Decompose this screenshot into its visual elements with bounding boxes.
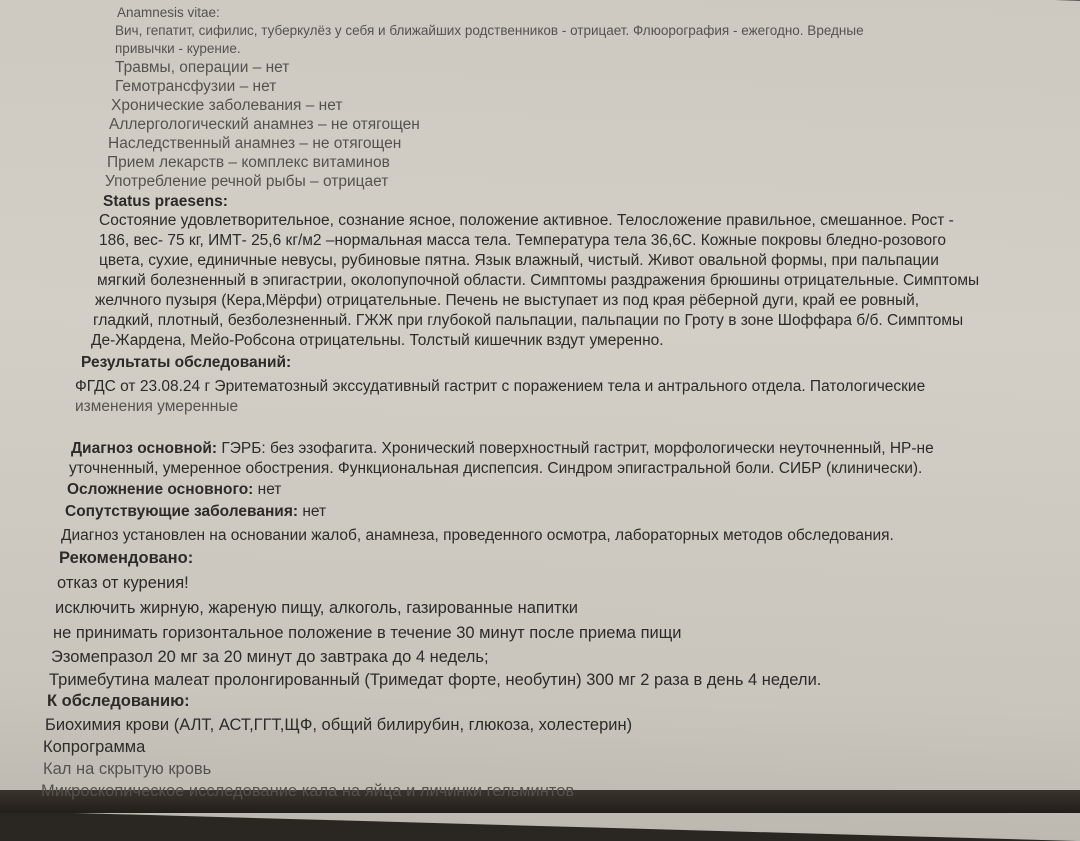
diagnosis-main xyxy=(71,440,934,458)
anamnesis-line-5: Хронические заболевания – нет xyxy=(111,97,343,114)
anamnesis-line-7: Наследственный анамнез – не отягощен xyxy=(108,135,402,152)
recommended-line-5: Тримебутина малеат пролонгированный (Тримедат форте, необутин) 300 мг 2 раза в день 4 недели. xyxy=(49,671,822,689)
complication-label: Осложнение основного: xyxy=(67,481,254,498)
examination-heading: К обследованию: xyxy=(47,692,190,710)
status-line-1: Состояние удовлетворительное, сознание ясное, положение активное. Телосложение правильное, смешанное. Рост - xyxy=(99,212,954,229)
concomitant-label: Сопутствующие заболевания: xyxy=(65,503,299,520)
status-heading: Status praesens: xyxy=(103,193,228,210)
status-line-6: гладкий, плотный, безболезненный. ГЖЖ при глубокой пальпации, пальпации по Гроту в зоне Шоффара б/б. Симптомы xyxy=(93,312,964,329)
concomitant-value: нет xyxy=(298,503,327,520)
diagnosis-basis: Диагноз установлен на основании жалоб, анамнеза, проведенного осмотра, лабораторных методов обследования. xyxy=(61,527,894,544)
results-heading: Результаты обследований: xyxy=(81,354,292,371)
results-line-2: изменения умеренные xyxy=(75,398,239,415)
complication-value: нет xyxy=(253,481,282,498)
results-line-1: ФГДС от 23.08.24 г Эритематозный экссудативный гастрит с поражением тела и антрального отдела. Патологические xyxy=(75,378,926,395)
examination-line-4: Микроскопическое исследование кала на яйца и личинки гельминтов xyxy=(41,782,575,800)
complication-row xyxy=(67,481,281,499)
recommended-heading: Рекомендовано: xyxy=(59,549,194,567)
diagnosis-main-label: Диагноз основной: xyxy=(71,440,218,457)
recommended-line-1: отказ от курения! xyxy=(57,574,189,592)
anamnesis-line-2: привычки - курение. xyxy=(115,41,241,56)
recommended-line-3: не принимать горизонтальное положение в течение 30 минут после приема пищи xyxy=(53,624,682,642)
status-line-4: мягкий болезненный в эпигастрии, околопупочной области. Симптомы раздражения брюшины отрицательные. Симптомы xyxy=(97,272,980,289)
anamnesis-line-1: Вич, гепатит, сифилис, туберкулёз у себя и ближайших родственников - отрицает. Флюорография - ежегодно. Вредные xyxy=(115,23,864,38)
status-line-2: 186, вес- 75 кг, ИМТ- 25,6 кг/м2 –нормальная масса тела. Температура тела 36,6С. Кожные покровы бледно-розового xyxy=(99,232,947,249)
recommended-line-4: Эзомепразол 20 мг за 20 минут до завтрака до 4 недель; xyxy=(51,648,489,666)
anamnesis-line-9: Употребление речной рыбы – отрицает xyxy=(105,173,389,190)
diagnosis-main-text-1: ГЭРБ: без эзофагита. Хронический поверхностный гастрит, морфологически неуточненный, НР-не xyxy=(217,440,934,457)
anamnesis-line-6: Аллергологический анамнез – не отягощен xyxy=(109,116,420,133)
examination-line-2: Копрограмма xyxy=(43,738,146,756)
recommended-line-2: исключить жирную, жареную пищу, алкоголь, газированные напитки xyxy=(55,599,579,617)
anamnesis-line-3: Травмы, операции – нет xyxy=(115,59,290,76)
anamnesis-heading: Anamnesis vitae: xyxy=(117,5,220,20)
status-line-5: желчного пузыря (Кера,Мёрфи) отрицательные. Печень не выступает из под края рёберной дуги, край ее ровный, xyxy=(95,292,920,309)
status-line-7: Де-Жардена, Мейо-Робсона отрицательны. Толстый кишечник вздут умеренно. xyxy=(91,332,664,349)
anamnesis-line-4: Гемотрансфузии – нет xyxy=(115,78,277,95)
diagnosis-main-text-2: уточненный, умеренное обострения. Функциональная диспепсия. Синдром эпигастральной боли. СИБР (клинически). xyxy=(69,460,923,477)
status-line-3: цвета, сухие, единичные невусы, рубиновые пятна. Язык влажный, чистый. Живот овальной формы, при пальпации xyxy=(99,252,939,269)
examination-line-3: Кал на скрытую кровь xyxy=(43,760,212,778)
concomitant-row xyxy=(65,503,326,521)
anamnesis-line-8: Прием лекарств – комплекс витаминов xyxy=(107,154,390,171)
examination-line-1: Биохимия крови (АЛТ, АСТ,ГГТ,ЩФ, общий билирубин, глюкоза, холестерин) xyxy=(45,716,633,734)
